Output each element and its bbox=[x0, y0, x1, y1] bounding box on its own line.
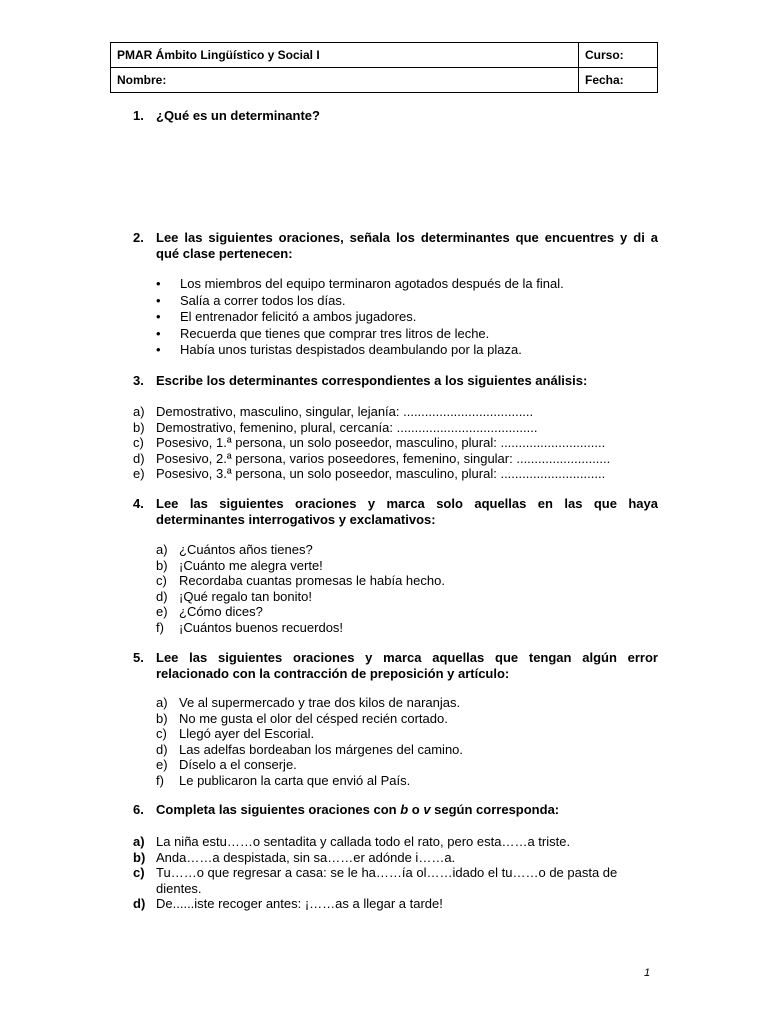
letter-b: b bbox=[400, 802, 409, 817]
sentence-list bbox=[156, 276, 564, 359]
item-text: Posesivo, 2.ª persona, varios poseedores, femenino, singular: .......................... bbox=[156, 450, 611, 466]
item-letter: c) bbox=[133, 865, 145, 880]
item-text: Anda……a despistada, sin sa……er adónde i……a. bbox=[156, 849, 456, 865]
item-text: Demostrativo, femenino, plural, cercanía: ....................................... bbox=[156, 419, 538, 435]
list-item bbox=[156, 757, 656, 773]
item-text: Díselo a el conserje. bbox=[179, 757, 297, 772]
sentence-list bbox=[156, 542, 656, 635]
item-text: Tu……o que regresar a casa: se le ha……ía ol……idado el tu……o de pasta de dientes. bbox=[156, 865, 618, 896]
sentence-list bbox=[156, 695, 656, 788]
item-letter: e) bbox=[156, 604, 168, 619]
question-3 bbox=[133, 373, 658, 389]
item-text: ¡Cuántos buenos recuerdos! bbox=[179, 619, 344, 635]
item-text: Recordaba cuantas promesas le había hecho. bbox=[179, 573, 445, 588]
list-item bbox=[156, 711, 656, 727]
item-text: Le publicaron la carta que envió al País. bbox=[179, 772, 411, 788]
question-number: 2. bbox=[133, 230, 144, 245]
question-6 bbox=[133, 802, 658, 818]
question-text: Lee las siguientes oraciones y marca aquellas que tengan algún error relacionado con la contracción de preposición y artículo: bbox=[156, 650, 658, 681]
item-letter: b) bbox=[156, 710, 168, 726]
item-text: Llegó ayer del Escorial. bbox=[179, 726, 315, 741]
item-letter: d) bbox=[156, 588, 168, 604]
item-text: Posesivo, 3.ª persona, un solo poseedor, masculino, plural: ............................. bbox=[156, 466, 606, 481]
list-item bbox=[156, 573, 656, 589]
item-letter: b) bbox=[156, 557, 168, 573]
item-letter: c) bbox=[156, 726, 167, 741]
question-text: ¿Qué es un determinante? bbox=[156, 108, 320, 123]
list-item bbox=[156, 558, 656, 574]
completion-list bbox=[133, 834, 663, 912]
question-text: Escribe los determinantes correspondientes a los siguientes análisis: bbox=[156, 373, 588, 388]
nombre-label: Nombre: bbox=[111, 68, 579, 93]
question-4 bbox=[133, 496, 658, 528]
item-text: La niña estu……o sentadita y callada todo el rato, pero esta……a triste. bbox=[156, 834, 571, 849]
list-item: • Los miembros del equipo terminaron agotados después de la final. bbox=[156, 276, 564, 293]
item-letter: d) bbox=[156, 741, 168, 757]
list-item bbox=[156, 742, 656, 758]
list-item: • Recuerda que tienes que comprar tres litros de leche. bbox=[156, 326, 564, 343]
question-number: 6. bbox=[133, 802, 144, 817]
item-letter: d) bbox=[133, 450, 145, 466]
item-letter: a) bbox=[133, 834, 145, 849]
item-letter: c) bbox=[133, 435, 144, 450]
question-text: Completa las siguientes oraciones con b o v según corresponda: bbox=[156, 802, 560, 817]
item-text: No me gusta el olor del césped recién cortado. bbox=[179, 710, 448, 726]
question-number: 5. bbox=[133, 650, 144, 665]
list-item bbox=[133, 451, 663, 467]
item-text: Las adelfas bordeaban los márgenes del camino. bbox=[179, 741, 464, 757]
item-letter: b) bbox=[133, 419, 145, 435]
page-number: 1 bbox=[644, 967, 651, 979]
list-item bbox=[156, 726, 656, 742]
item-text: De......iste recoger antes: ¡……as a llegar a tarde! bbox=[156, 896, 443, 911]
item-letter: e) bbox=[156, 757, 168, 772]
question-text: Lee las siguientes oraciones, señala los determinantes que encuentres y di a qué clase pertenecen: bbox=[156, 230, 658, 261]
question-number: 4. bbox=[133, 496, 144, 511]
question-text: Lee las siguientes oraciones y marca solo aquellas en las que haya determinantes interrogativos y exclamativos: bbox=[156, 496, 658, 527]
list-item: • Salía a correr todos los días. bbox=[156, 293, 564, 310]
list-item bbox=[133, 834, 663, 850]
header-table bbox=[110, 42, 658, 93]
list-item: • Había unos turistas despistados deambulando por la plaza. bbox=[156, 342, 564, 359]
list-item bbox=[156, 620, 656, 636]
list-item bbox=[133, 404, 663, 420]
item-letter: a) bbox=[156, 542, 168, 557]
list-item: • El entrenador felicitó a ambos jugadores. bbox=[156, 309, 564, 326]
list-item bbox=[156, 542, 656, 558]
list-item bbox=[156, 695, 656, 711]
item-letter: f) bbox=[156, 772, 164, 788]
curso-label: Curso: bbox=[579, 43, 658, 68]
item-text: ¡Cuánto me alegra verte! bbox=[179, 557, 323, 573]
letter-v: v bbox=[423, 802, 431, 817]
item-text: ¿Cómo dices? bbox=[179, 604, 263, 619]
list-item bbox=[156, 604, 656, 620]
item-letter: c) bbox=[156, 573, 167, 588]
list-item bbox=[133, 420, 663, 436]
question-2 bbox=[133, 230, 658, 262]
item-letter: a) bbox=[156, 695, 168, 710]
item-text: Posesivo, 1.ª persona, un solo poseedor, masculino, plural: ............................. bbox=[156, 435, 606, 450]
fecha-label: Fecha: bbox=[579, 68, 658, 93]
question-1 bbox=[133, 108, 658, 124]
list-item bbox=[133, 466, 663, 482]
item-letter: b) bbox=[133, 849, 146, 865]
item-text: Ve al supermercado y trae dos kilos de naranjas. bbox=[179, 695, 461, 710]
list-item bbox=[133, 896, 663, 912]
question-number: 3. bbox=[133, 373, 144, 388]
list-item bbox=[133, 850, 663, 866]
list-item bbox=[133, 865, 663, 896]
list-item bbox=[156, 773, 656, 789]
course-title: PMAR Ámbito Lingüístico y Social I bbox=[111, 43, 579, 68]
question-5 bbox=[133, 650, 658, 682]
analysis-list bbox=[133, 404, 663, 482]
item-letter: f) bbox=[156, 619, 164, 635]
item-text: Demostrativo, masculino, singular, lejanía: .................................... bbox=[156, 404, 534, 419]
item-text: ¿Cuántos años tienes? bbox=[179, 542, 313, 557]
item-letter: d) bbox=[133, 896, 146, 911]
item-letter: a) bbox=[133, 404, 145, 419]
item-text: ¡Qué regalo tan bonito! bbox=[179, 588, 312, 604]
list-item bbox=[133, 435, 663, 451]
list-item bbox=[156, 589, 656, 605]
item-letter: e) bbox=[133, 466, 145, 481]
question-number: 1. bbox=[133, 108, 144, 123]
